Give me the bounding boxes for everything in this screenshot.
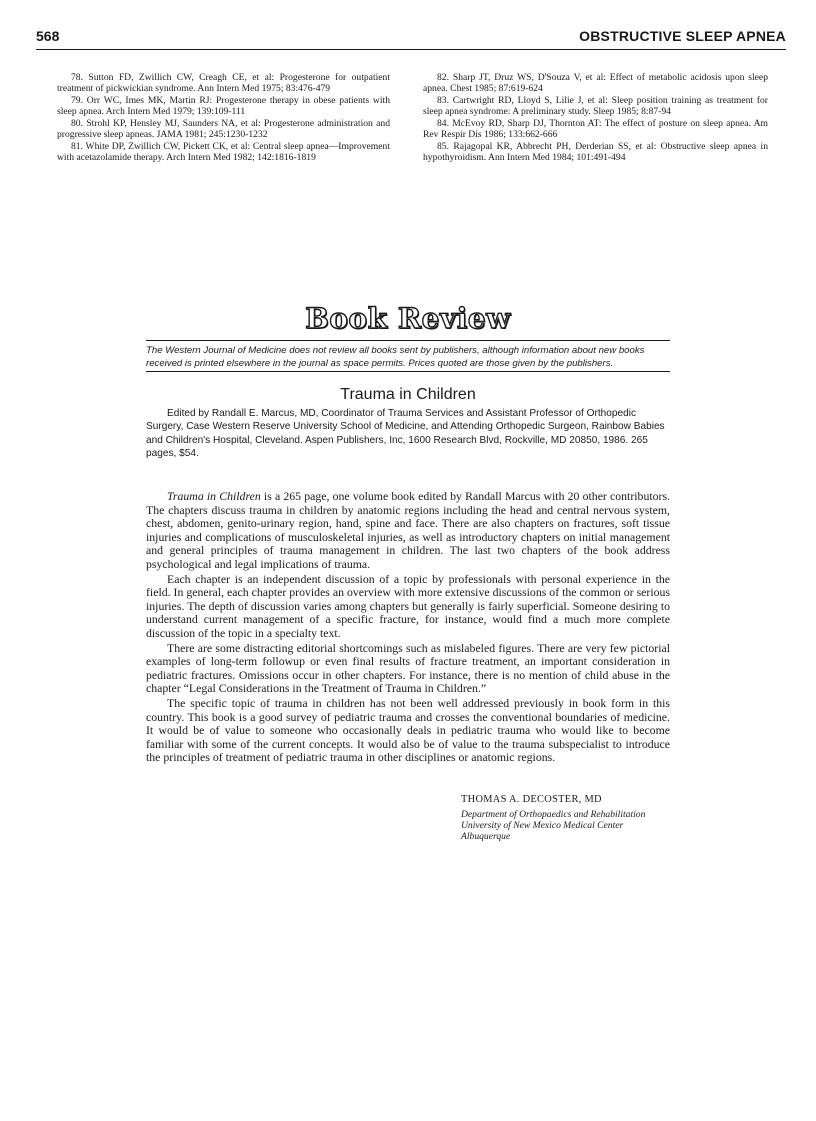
reviewer-city: Albuquerque xyxy=(461,831,511,842)
review-disclaimer: The Western Journal of Medicine does not review all books sent by publishers, although information about new books received is printed elsewhere in the journal as space permits. Prices quoted are those given by the publishers. xyxy=(146,345,645,369)
references-left-column xyxy=(57,72,390,164)
reference-item: 85. Rajagopal KR, Abbrecht PH, Derderian SS, et al: Obstructive sleep apnea in hypothyroidism. Ann Intern Med 1984; 101:491-494 xyxy=(423,141,768,164)
review-paragraph: There are some distracting editorial shortcomings such as mislabeled figures. There are very few pictorial examples of long-term followup or even final results of fracture treatment, an important consideration in pediatric fractures. Omissions occur in other chapters. For instance, there is no mention of child abuse in the chapter “Legal Considerations in the Treatment of Trauma in Children.” xyxy=(146,640,670,696)
references-right-column xyxy=(423,72,768,164)
reviewer-signature xyxy=(461,794,721,842)
review-paragraph: Trauma in Children is a 265 page, one volume book edited by Randall Marcus with 20 other contributors. The chapters discuss trauma in children by anatomic regions including the head and central nervous system, chest, abdomen, genito-urinary region, hand, spine and face. There are also chapters on fractures, soft tissue injuries and complications of musculoskeletal injuries, as well as introductory chapters on initial management and general principles of trauma management in children. The last two chapters of the book address psychological and legal implications of trauma. xyxy=(146,489,670,571)
page-number: 568 xyxy=(36,28,60,44)
reviewer-name: THOMAS A. DECOSTER, MD xyxy=(461,794,602,805)
running-header xyxy=(36,28,786,48)
reference-item: 83. Cartwright RD, Lloyd S, Lilie J, et al: Sleep position training as treatment for sleep apnea syndrome: A preliminary study. Sleep 1985; 8:87-94 xyxy=(423,95,768,118)
reference-item: 84. McEvoy RD, Sharp DJ, Thornton AT: The effect of posture on sleep apnea. Am Rev Respir Dis 1986; 133:662-666 xyxy=(423,118,768,141)
reviewer-institution: University of New Mexico Medical Center xyxy=(461,820,624,831)
section-title: OBSTRUCTIVE SLEEP APNEA xyxy=(579,28,786,44)
review-body xyxy=(146,490,670,766)
review-paragraph: Each chapter is an independent discussion of a topic by professionals with personal experience in the field. In general, each chapter provides an overview with more extensive discussions of the common or serious injuries. The depth of discussion varies among chapters but generally is fairly superficial. Someone desiring to understand current management of a specific fracture, for instance, would find a much more complete discussion of the topic in a specialty text. xyxy=(146,571,670,640)
book-title: Trauma in Children xyxy=(340,386,476,403)
book-editors-info: Edited by Randall E. Marcus, MD, Coordinator of Trauma Services and Assistant Professor of Orthopedic Surgery, Case Western Reserve University School of Medicine, and Attending Orthopedic Surgeon, Rainbow Babies and Children's Hospital, Cleveland. Aspen Publishers, Inc, 1600 Research Blvd, Rockville, MD 20850, 1986. 265 pages, $54. xyxy=(146,408,665,460)
header-rule xyxy=(36,49,786,50)
reference-item: 82. Sharp JT, Druz WS, D'Souza V, et al: Effect of metabolic acidosis upon sleep apnea. Chest 1985; 87:619-624 xyxy=(423,72,768,95)
review-paragraph: The specific topic of trauma in children has not been well addressed previously in book form in this country. This book is a good survey of pediatric trauma and crosses the conventional boundaries of medicine. It would be of value to someone who occasionally deals in pediatric trauma who would like to become familiar with some of the current concepts. It would also be of value to the trauma subspecialist to introduce the principles of treatment of pediatric trauma in other disciplines or anatomic regions. xyxy=(146,695,670,765)
reference-item: 78. Sutton FD, Zwillich CW, Creagh CE, et al: Progesterone for outpatient treatment of pickwickian syndrome. Ann Intern Med 1975; 83:476-479 xyxy=(57,72,390,95)
reference-item: 80. Strohl KP, Hensley MJ, Saunders NA, et al: Progesterone administration and progressive sleep apneas. JAMA 1981; 245:1230-1232 xyxy=(57,118,390,141)
reviewer-department: Department of Orthopaedics and Rehabilitation xyxy=(461,809,646,820)
disclaimer-rule xyxy=(146,371,670,372)
reference-item: 81. White DP, Zwillich CW, Pickett CK, et al: Central sleep apnea—Improvement with acetazolamide therapy. Arch Intern Med 1982; 142:1816-1819 xyxy=(57,141,390,164)
reference-item: 79. Orr WC, Imes MK, Martin RJ: Progesterone therapy in obese patients with sleep apnea. Arch Intern Med 1979; 139:109-111 xyxy=(57,95,390,118)
heading-rule xyxy=(146,340,670,341)
book-title-inline: Trauma in Children xyxy=(167,489,261,503)
book-review-heading: Book Review xyxy=(305,302,511,335)
